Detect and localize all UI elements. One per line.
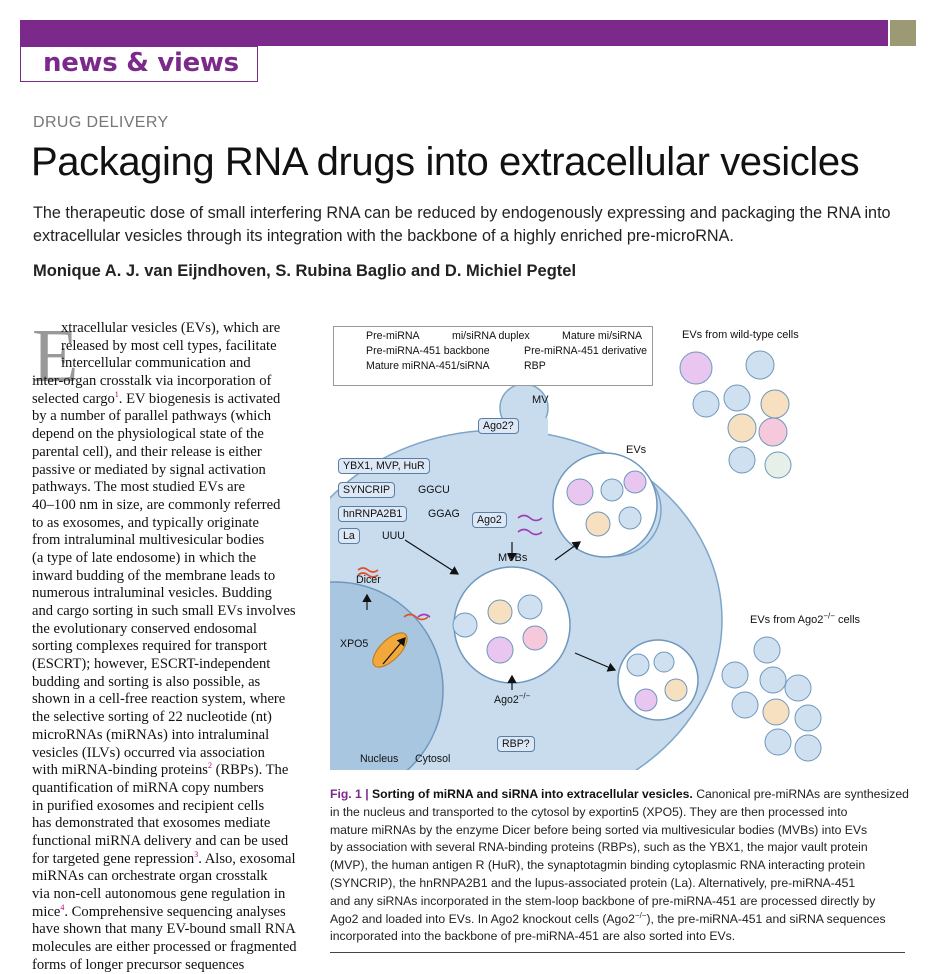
body-line: via non-cell autonomous gene regulation in: [32, 886, 286, 902]
body-line: quantification of miRNA copy numbers: [32, 779, 264, 796]
article-standfirst: The therapeutic dose of small interfering RNA can be reduced by endogenously expressing and packaging the RNA into extracellular vesicles through its integration with the backbone of a highly enriched pre-microRNA.: [33, 204, 891, 245]
body-line: (ESCRT); however, ESCRT-independent: [32, 656, 271, 673]
body-line: intercellular communication and: [61, 355, 251, 372]
body-line: [32, 904, 310, 922]
body-line: depend on the physiological state of the: [32, 426, 264, 443]
body-line: [32, 391, 310, 409]
legend-derivative: Pre-miRNA-451 derivative: [524, 345, 648, 357]
reference-2[interactable]: 2: [207, 761, 212, 771]
label-dicer: Dicer: [356, 574, 381, 586]
body-line: pathways. The most studied EVs are: [32, 479, 245, 496]
label-ago2-ko: [494, 691, 531, 706]
label-ago2: Ago2: [472, 512, 507, 528]
ev-cluster: [553, 453, 657, 557]
label-rbp-question: RBP?: [497, 736, 535, 752]
body-line: in purified exosomes and recipient cells: [32, 797, 265, 814]
body-line: to as exosomes, and typically originate: [32, 514, 259, 531]
body-line: and cargo sorting in such small EVs involves: [32, 603, 296, 619]
body-text-fragment: mice: [32, 903, 61, 920]
caption-rule: [330, 952, 905, 953]
body-line: sorting complexes required for transport: [32, 638, 268, 655]
body-text-fragment: . EV biogenesis is activated: [118, 390, 281, 407]
article-kicker: DRUG DELIVERY: [33, 114, 169, 131]
body-text-fragment: . Also, exosomal: [198, 850, 296, 867]
body-line: from intraluminal multivesicular bodies: [32, 532, 265, 549]
body-line: inter-organ crosstalk via incorporation of: [32, 373, 272, 390]
legend-mature: Mature mi/siRNA: [562, 330, 643, 342]
label-uuu: UUU: [382, 530, 405, 542]
journal-top-bar-square: [890, 20, 916, 46]
label-ggag: GGAG: [428, 508, 460, 520]
label-syncrip: SYNCRIP: [338, 482, 395, 498]
reference-3[interactable]: 3: [194, 849, 199, 859]
figure-1: [330, 320, 910, 770]
label-ago2-ko-sup: −/−: [518, 691, 531, 701]
label-ago2-ko-evs-sup: −/−: [823, 611, 835, 621]
body-line: functional miRNA delivery and can be used: [32, 832, 289, 849]
caption-title: Sorting of miRNA and siRNA into extracellular vesicles.: [372, 787, 693, 801]
body-line: passive or mediated by signal activation: [32, 461, 266, 478]
body-line: inward budding of the membrane leads to: [32, 567, 276, 584]
body-line: shown in a cell-free reaction system, where: [32, 691, 286, 708]
body-line: miRNAs can orchestrate organ crosstalk: [32, 868, 268, 885]
body-line: the evolutionary conserved endosomal: [32, 620, 257, 637]
caption-line: by association with several RNA-binding proteins (RBPs), such as the YBX1, the major vault protein: [330, 840, 868, 855]
label-mvbs: MVBs: [498, 552, 528, 564]
body-line: by a number of parallel pathways (which: [32, 408, 272, 425]
caption-text: ), the pre-miRNA-451 and siRNA sequences: [646, 911, 886, 926]
body-line: has demonstrated that exosomes mediate: [32, 815, 271, 832]
caption-line: and any siRNAs incorporated in the stem-loop backbone of pre-miRNA-451 are processed directly by: [330, 893, 876, 908]
body-line: molecules are either processed or fragmented: [32, 939, 297, 956]
caption-line: mature miRNAs by the enzyme Dicer before being sorted via multivesicular bodies (MVBs) into EVs: [330, 822, 868, 837]
body-line: numerous intraluminal vesicles. Budding: [32, 585, 272, 602]
body-text-fragment: for targeted gene repression: [32, 850, 195, 867]
body-line: (a type of late endosome) in which the: [32, 549, 257, 566]
body-line: parental cell), and their release is either: [32, 443, 262, 460]
body-line: microRNAs (miRNAs) into intraluminal: [32, 726, 270, 743]
caption-line: incorporated into the backbone of pre-miRNA-451 are also sorted into EVs.: [330, 929, 736, 944]
body-line: budding and sorting is also possible, as: [32, 673, 261, 690]
caption-text: Canonical pre-miRNAs are synthesized: [692, 787, 909, 801]
caption-line: [330, 911, 910, 929]
label-wild-type-evs: EVs from wild-type cells: [682, 329, 799, 341]
legend-rbp: RBP: [524, 360, 546, 372]
body-line: [32, 851, 310, 869]
label-cytosol: Cytosol: [415, 753, 451, 765]
ago2-ko-ev-cluster: [722, 637, 821, 761]
label-ybx1: YBX1, MVP, HuR: [338, 458, 430, 474]
label-ago2-ko-evs: [750, 611, 861, 626]
body-line: the selective sorting of 22 nucleotide (nt): [32, 709, 272, 726]
label-ago2-question: Ago2?: [478, 418, 519, 434]
label-ago2-ko-text: Ago2: [494, 694, 519, 706]
wild-type-ev-cluster: [680, 351, 791, 478]
body-line: xtracellular vesicles (EVs), which are: [61, 320, 281, 336]
article-authors: Monique A. J. van Eijndhoven, S. Rubina Baglio and D. Michiel Pegtel: [33, 262, 577, 280]
drop-cap: E: [32, 314, 79, 398]
label-nucleus: Nucleus: [360, 753, 399, 765]
section-name: news & views: [43, 48, 239, 78]
legend-pre-mirna: Pre-miRNA: [366, 330, 420, 342]
label-ago2-ko-evs-suffix: cells: [834, 614, 861, 626]
label-hnrnpa2b1: hnRNPA2B1: [338, 506, 407, 522]
label-mv: MV: [532, 394, 549, 406]
legend-backbone: Pre-miRNA-451 backbone: [366, 345, 490, 357]
figure-diagram: [330, 320, 910, 770]
body-text-fragment: (RBPs). The: [211, 762, 289, 779]
caption-line: [330, 786, 910, 804]
caption-line: (SYNCRIP), the hnRNPA2B1 and the lupus-associated protein (La). Alternatively, pre-miRNA-451: [330, 875, 856, 890]
caption-sup: −/−: [634, 910, 647, 920]
body-text-fragment: with miRNA-binding proteins: [32, 762, 208, 779]
reference-1[interactable]: 1: [114, 389, 119, 399]
label-xpo5: XPO5: [340, 638, 369, 650]
caption-line: (MVP), the human antigen R (HuR), the synaptotagmin binding cytoplasmic RNA interacting protein: [330, 858, 866, 873]
article-title: Packaging RNA drugs into extracellular vesicles: [31, 140, 860, 184]
body-line: [32, 762, 310, 780]
body-text-fragment: . Comprehensive sequencing analyses: [64, 903, 286, 920]
body-line: vesicles (ILVs) occurred via association: [32, 744, 265, 761]
section-label-box: [20, 46, 258, 82]
label-evs: EVs: [626, 444, 647, 456]
figure-caption: [330, 786, 910, 946]
body-line: forms of longer precursor sequences: [32, 956, 245, 973]
body-line: 40–100 nm in size, are commonly referred: [32, 496, 281, 513]
figure-legend: [333, 326, 653, 386]
caption-label: Fig. 1 |: [330, 787, 369, 801]
legend-mature451: Mature miRNA-451/siRNA: [366, 360, 490, 372]
legend-duplex: mi/siRNA duplex: [452, 330, 530, 342]
reference-4[interactable]: 4: [60, 902, 65, 912]
journal-top-bar: [20, 20, 888, 46]
caption-text: Ago2 and loaded into EVs. In Ago2 knockout cells (Ago2: [330, 911, 635, 926]
label-la: La: [338, 528, 360, 544]
article-body: [32, 314, 310, 974]
label-ggcu: GGCU: [418, 484, 450, 496]
caption-line: in the nucleus and transported to the cytosol by exportin5 (XPO5). They are then processed into: [330, 804, 848, 819]
body-line: have shown that many EV-bound small RNA: [32, 921, 296, 938]
body-text-fragment: selected cargo: [32, 390, 115, 407]
label-ago2-ko-evs-prefix: EVs from Ago2: [750, 614, 824, 626]
body-line: released by most cell types, facilitate: [61, 337, 277, 354]
